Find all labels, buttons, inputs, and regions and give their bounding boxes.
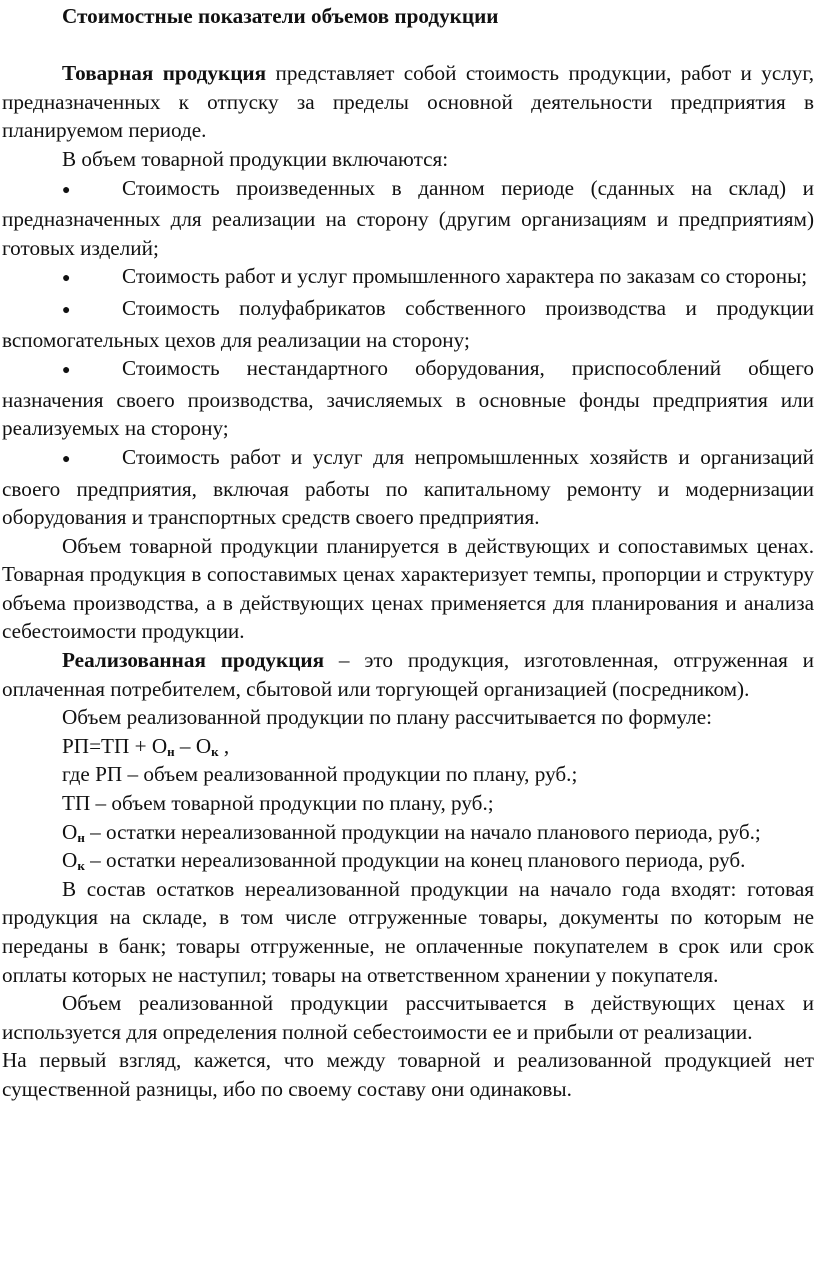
paragraph-comparison: На первый взгляд, кажется, что между товарной и реализованной продукцией нет существенной разницы, ибо по своему составу они одинаковы.	[2, 1048, 814, 1101]
bullet-icon: ●	[62, 302, 71, 318]
bullet-icon: ●	[62, 363, 71, 379]
list-item-text: Стоимость работ и услуг промышленного характера по заказам со стороны;	[122, 264, 808, 289]
formula: $РП=ТП + О_н - О_к$ ,	[62, 733, 230, 759]
sold-definition-text: – это продукция, изготовленная, отгруженная и оплаченная потребителем, сбытовой или торгующей организацией (посредником).	[2, 648, 815, 701]
paragraph-pricing: Объем товарной продукции планируется в действующих и сопоставимых ценах. Товарная продукция в сопоставимых ценах характеризует темпы, пропорции и структуру объема производства, а в действующих ценах применяется для планирования и анализа себестоимости продукции.	[2, 533, 814, 644]
list-item	[2, 354, 814, 443]
paragraph-formula-intro: Объем реализованной продукции по плану рассчитывается по формуле:	[62, 705, 713, 730]
spacer	[2, 31, 814, 60]
paragraph-commodity-definition	[2, 59, 814, 145]
document-title: Стоимостные показатели объемов продукции	[62, 4, 499, 28]
term-sold-products: Реализованная продукция	[62, 648, 325, 673]
paragraph-sold-volume: Объем реализованной продукции рассчитывается в действующих ценах и используется для определения полной себестоимости ее и прибыли от реализации.	[2, 991, 814, 1044]
term-commodity-products: Товарная продукция	[62, 61, 267, 86]
list-item	[2, 443, 814, 532]
paragraph-remainders: В состав остатков нереализованной продукции на начало года входят: готовая продукция на складе, в том числе отгруженные товары, документы по которым не переданы в банк; товары отгруженные, не оплаченные покупателем в срок или срок оплаты которых не наступил; товары на ответственном хранении у покупателя.	[2, 876, 814, 987]
list-item	[2, 262, 814, 294]
list-item-text: Стоимость произведенных в данном периоде (сданных на склад) и предназначенных для реализации на сторону (другим организациям и предприятиям) готовых изделий;	[2, 175, 814, 260]
bullet-icon: ●	[62, 271, 71, 287]
paragraph-includes-intro: В объем товарной продукции включаются:	[62, 146, 449, 171]
list-item-text: Стоимость полуфабрикатов собственного производства и продукции вспомогательных цехов для реализации на сторону;	[2, 295, 814, 352]
list-item	[2, 294, 814, 354]
commodity-definition-text: представляет собой стоимость продукции, работ и услуг, предназначенных к отпуску за пределы основной деятельности предприятия в планируемом периоде.	[2, 61, 814, 143]
definition-rp: где РП – объем реализованной продукции по плану, руб.;	[62, 762, 578, 787]
list-item	[2, 174, 814, 263]
list-item-text: Стоимость нестандартного оборудования, приспособлений общего назначения своего производства, зачисляемых в основные фонды предприятия или реализуемых на сторону;	[2, 356, 814, 441]
bullet-icon: ●	[62, 182, 71, 198]
definition-ok: $О_к$ – остатки нереализованной продукции на конец планового периода, руб.	[62, 848, 746, 874]
bullet-icon: ●	[62, 451, 71, 467]
definition-on: $О_н$ – остатки нереализованной продукции на начало планового периода, руб.;	[62, 819, 761, 845]
definition-tp: ТП – объем товарной продукции по плану, руб.;	[62, 791, 494, 816]
list-item-text: Стоимость работ и услуг для непромышленных хозяйств и организаций своего предприятия, включая работы по капитальному ремонту и модернизации оборудования и транспортных средств своего предприятия.	[2, 444, 814, 530]
paragraph-sold-definition	[2, 646, 814, 703]
